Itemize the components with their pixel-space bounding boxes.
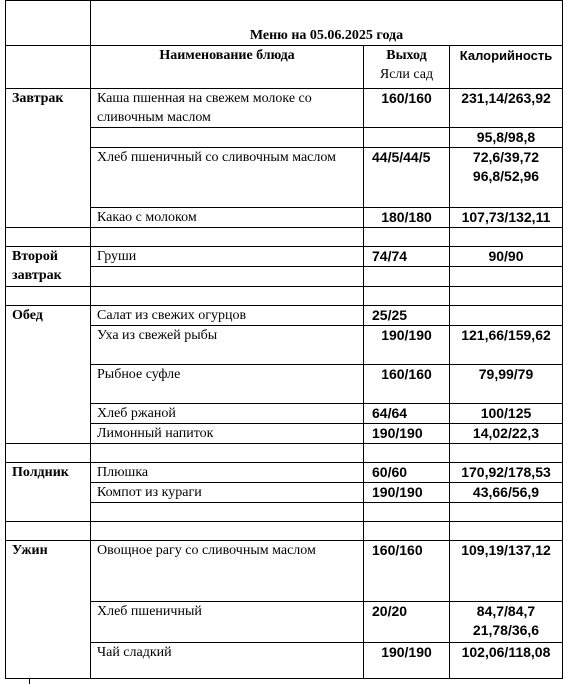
dish-name: Овощное рагу со сливочным маслом (91, 541, 364, 602)
empty-cell (6, 287, 91, 306)
spacer-row (6, 287, 563, 306)
table-row (6, 463, 563, 483)
dish-calories-line: 72,6/39,72 (472, 149, 540, 165)
calories-header: Калорийность (450, 46, 563, 89)
empty-cell (364, 503, 450, 522)
dish-calories: 109,19/137,12 (450, 541, 563, 602)
dish-output: 20/20 (364, 602, 450, 643)
output-header-sub: Ясли сад (379, 67, 434, 82)
dish-name: Компот из кураги (91, 483, 364, 503)
output-header-label: Выход (386, 48, 427, 63)
dish-name: Груши (91, 247, 364, 267)
meal-label-breakfast: Завтрак (6, 89, 91, 228)
empty-cell (91, 522, 364, 541)
spacer-row (6, 228, 563, 247)
empty-cell (450, 503, 563, 522)
meal-label-line: Второй (12, 249, 58, 264)
empty-cell (364, 287, 450, 306)
empty-cell (364, 267, 450, 287)
dish-output: 60/60 (364, 463, 450, 483)
dish-output: 74/74 (364, 247, 450, 267)
dish-name: Каша пшенная на свежем молоке со сливочным маслом (91, 89, 364, 128)
dish-name: Хлеб пшеничный (91, 602, 364, 643)
empty-cell (6, 1, 91, 46)
empty-cell (91, 228, 364, 247)
dish-calories-line: 21,78/36,6 (472, 622, 540, 638)
meal-label-lunch: Обед (6, 306, 91, 444)
dish-calories (450, 306, 563, 326)
dish-output: 44/5/44/5 (364, 148, 450, 208)
dish-output: 160/160 (364, 365, 450, 404)
dish-output: 25/25 (364, 306, 450, 326)
empty-cell (91, 128, 364, 148)
menu-table (5, 0, 563, 679)
dish-name: Рыбное суфле (91, 365, 364, 404)
dish-name: Хлеб ржаной (91, 404, 364, 424)
menu-title: Меню на 05.06.2025 года (91, 1, 563, 46)
dish-output: 160/160 (364, 541, 450, 602)
empty-cell (6, 228, 91, 247)
dish-calories: 170,92/178,53 (450, 463, 563, 483)
dish-name: Уха из свежей рыбы (91, 326, 364, 365)
dish-calories: 43,66/56,9 (450, 483, 563, 503)
empty-cell (450, 287, 563, 306)
dish-output: 190/190 (364, 483, 450, 503)
empty-cell (450, 228, 563, 247)
dish-output: 190/190 (364, 643, 450, 679)
dish-calories (450, 148, 563, 208)
dish-header: Наименование блюда (91, 46, 364, 89)
empty-cell (364, 444, 450, 463)
dish-calories: 107,73/132,11 (450, 208, 563, 228)
empty-cell (364, 228, 450, 247)
empty-cell (450, 522, 563, 541)
meal-label-dinner: Ужин (6, 541, 91, 679)
dish-calories: 100/125 (450, 404, 563, 424)
empty-cell (91, 444, 364, 463)
dish-name: Хлеб пшеничный со сливочным маслом (91, 148, 364, 208)
dish-calories: 231,14/263,92 (450, 89, 563, 128)
dish-calories: 121,66/159,62 (450, 326, 563, 365)
spacer-row (6, 522, 563, 541)
dish-calories (450, 602, 563, 643)
meal-label-second-breakfast (6, 247, 91, 287)
title-row (6, 1, 563, 46)
dish-output: 64/64 (364, 404, 450, 424)
dish-output: 190/190 (364, 326, 450, 365)
dish-output: 160/160 (364, 89, 450, 128)
meal-label-line: завтрак (12, 268, 62, 283)
empty-cell (91, 503, 364, 522)
empty-cell (450, 267, 563, 287)
dish-calories: 79,99/79 (450, 365, 563, 404)
table-row (6, 306, 563, 326)
dish-calories: 90/90 (450, 247, 563, 267)
dish-name: Плюшка (91, 463, 364, 483)
empty-cell (91, 267, 364, 287)
empty-cell (6, 444, 91, 463)
meal-label-snack: Полдник (6, 463, 91, 522)
dish-calories: 102,06/118,08 (450, 643, 563, 679)
spacer-row (6, 444, 563, 463)
dish-calories: 14,02/22,3 (450, 424, 563, 444)
empty-cell (450, 444, 563, 463)
dish-calories: 95,8/98,8 (450, 128, 563, 148)
table-row (6, 541, 563, 602)
dish-name: Чай сладкий (91, 643, 364, 679)
dish-calories-line: 84,7/84,7 (476, 603, 536, 619)
empty-cell (6, 522, 91, 541)
table-row (6, 89, 563, 128)
dish-calories-line: 96,8/52,96 (472, 168, 540, 184)
dish-name: Салат из свежих огурцов (91, 306, 364, 326)
output-header (364, 46, 450, 89)
empty-cell (364, 522, 450, 541)
dish-output: 180/180 (364, 208, 450, 228)
empty-cell (91, 287, 364, 306)
page-edge-mark (29, 679, 30, 684)
table-row (6, 247, 563, 267)
empty-cell (6, 46, 91, 89)
dish-name: Лимонный напиток (91, 424, 364, 444)
header-row (6, 46, 563, 89)
dish-output: 190/190 (364, 424, 450, 444)
empty-cell (364, 128, 450, 148)
dish-name: Какао с молоком (91, 208, 364, 228)
